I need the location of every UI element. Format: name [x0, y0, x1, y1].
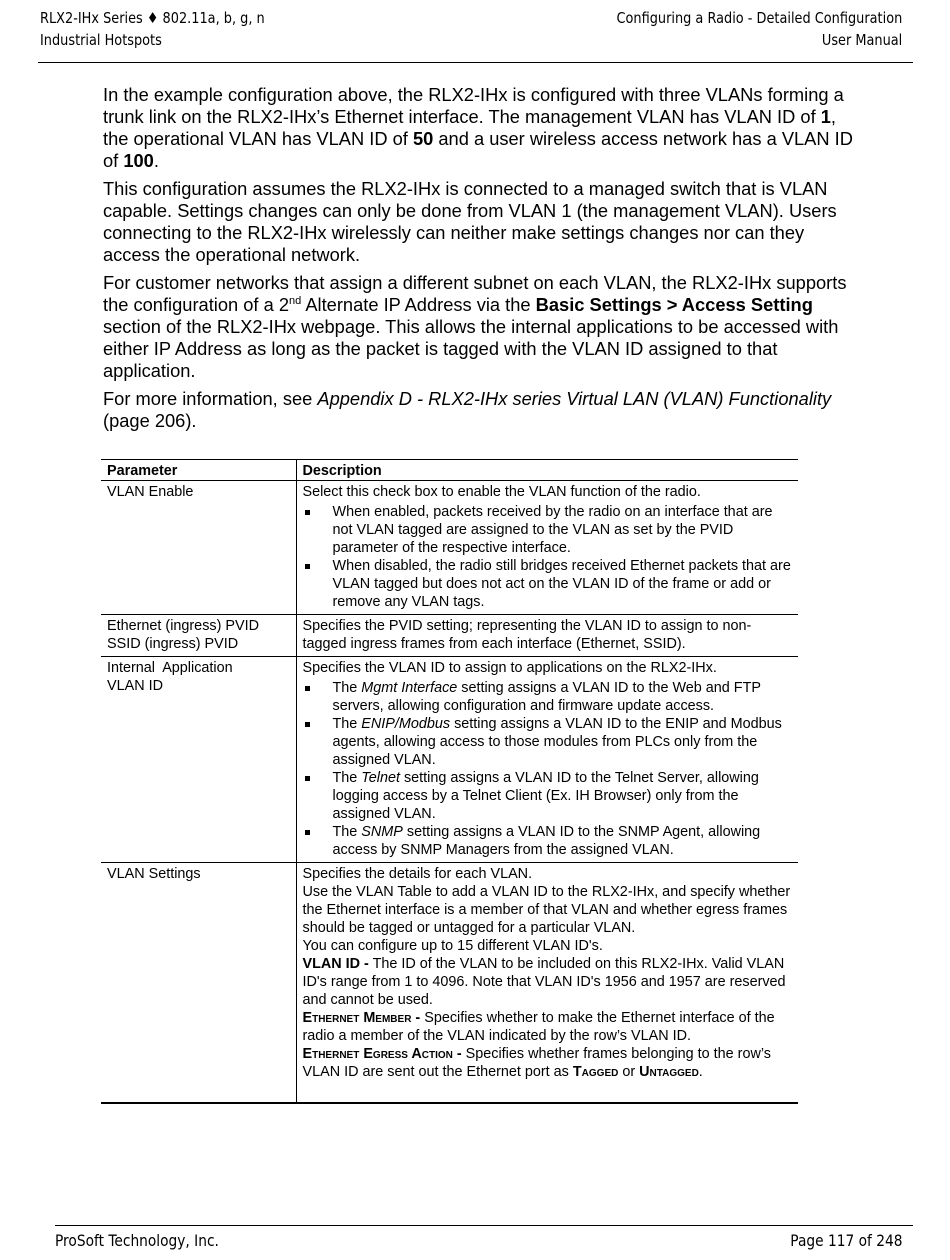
vlan-id-definition: VLAN ID - The ID of the VLAN to be included on this RLX2-IHx. Valid VLAN ID's range from 1 to 4096. Note that VLAN ID's 1956 and 1957 are reserved and cannot be used. — [302, 956, 786, 1008]
appendix-reference: Appendix D - RLX2-IHx series Virtual LAN (VLAN) Functionality — [317, 388, 832, 409]
header-product-line: RLX2-IHx Series ♦ 802.11a, b, g, n — [40, 9, 265, 27]
column-header-description: Description — [296, 460, 798, 481]
header-document-title: User Manual — [821, 31, 902, 49]
list-item: When disabled, the radio still bridges received Ethernet packets that are VLAN tagged but does not act on the VLAN ID of the frame or add or remove any VLAN tags. — [303, 557, 794, 611]
desc-vlan-enable: Select this check box to enable the VLAN function of the radio. When enabled, packets received by the radio on an interface that are not VLAN tagged are assigned to the VLAN as set by the PVID parameter of the respective interface. When disabled, the radio still bridges received Ethernet packets that are VLAN tagged but does not act on the VLAN ID of the frame or add or remove any VLAN tags. — [296, 481, 798, 615]
table-row — [101, 657, 798, 863]
header-chapter-title: Configuring a Radio - Detailed Configuration — [616, 9, 902, 27]
desc-vlan-settings: Specifies the details for each VLAN. Use the VLAN Table to add a VLAN ID to the RLX2-IHx, and specify whether the Ethernet interface is a member of that VLAN and whether egress frames should be tagged or untagged for a particular VLAN. You can configure up to 15 different VLAN ID's. VLAN ID - The ID of the VLAN to be included on this RLX2-IHx. Valid VLAN ID's range from 1 to 4096. Note that VLAN ID's 1956 and 1957 are reserved and cannot be used. Ethernet Member - Specifies whether to make the Ethernet interface of the radio a member of the VLAN indicated by the row’s VLAN ID. Ethernet Egress Action - Specifies whether frames belonging to the row’s VLAN ID are sent out the Ethernet port as Tagged or Untagged. — [296, 863, 798, 1104]
footer-divider — [55, 1225, 913, 1226]
bullet-list — [303, 679, 794, 859]
list-item: The Mgmt Interface setting assigns a VLAN ID to the Web and FTP servers, allowing configuration and firmware update access. — [303, 679, 794, 715]
paragraph-more-information: For more information, see Appendix D - RLX2-IHx series Virtual LAN (VLAN) Functionality (page 206). — [103, 388, 832, 431]
paragraph-configuration-assumption: This configuration assumes the RLX2-IHx is connected to a managed switch that is VLAN capable. Settings changes can only be done from VLAN 1 (the management VLAN). Users connecting to the RLX2-IHx wirelessly can neither make settings changes nor can they access the operational network. — [103, 178, 837, 265]
paragraph-vlan-example: In the example configuration above, the RLX2-IHx is configured with three VLANs forming a trunk link on the RLX2-IHx’s Ethernet interface. The management VLAN has VLAN ID of 1, the operational VLAN has VLAN ID of 50 and a user wireless access network has a VLAN ID of 100. — [103, 84, 853, 171]
ethernet-egress-action-definition: Ethernet Egress Action - Specifies whether frames belonging to the row’s VLAN ID are sent out the Ethernet port as Tagged or Untagged. — [302, 1046, 771, 1080]
ethernet-member-definition: Ethernet Member - Specifies whether to make the Ethernet interface of the radio a member of the VLAN indicated by the row’s VLAN ID. — [302, 1010, 775, 1044]
parameter-table — [101, 459, 798, 1104]
list-item: When enabled, packets received by the radio on an interface that are not VLAN tagged are assigned to the VLAN as set by the PVID parameter of the respective interface. — [303, 503, 794, 557]
table-row — [101, 863, 798, 1104]
table-row — [101, 615, 798, 657]
param-vlan-enable: VLAN Enable — [107, 484, 194, 500]
table-row — [101, 481, 798, 615]
bullet-list — [303, 503, 794, 611]
header-divider — [38, 62, 913, 63]
table-header-row — [101, 460, 798, 481]
body-text — [103, 84, 863, 438]
footer-company: ProSoft Technology, Inc. — [55, 1231, 219, 1250]
list-item: The Telnet setting assigns a VLAN ID to the Telnet Server, allowing logging access by a Telnet Client (Ex. IH Browser) only from the assigned VLAN. — [303, 769, 794, 823]
list-item: The SNMP setting assigns a VLAN ID to the SNMP Agent, allowing access by SNMP Managers from the assigned VLAN. — [303, 823, 794, 859]
desc-pvid: Specifies the PVID setting; representing the VLAN ID to assign to non-tagged ingress frames from each interface (Ethernet, SSID). — [296, 615, 798, 657]
header-product-subtitle: Industrial Hotspots — [40, 31, 162, 49]
page-header-left — [40, 7, 265, 51]
column-header-parameter: Parameter — [107, 463, 178, 479]
param-vlan-settings: VLAN Settings — [107, 866, 201, 882]
footer-page-number: Page 117 of 248 — [789, 1231, 902, 1250]
list-item: The ENIP/Modbus setting assigns a VLAN ID to the ENIP and Modbus agents, allowing access to those modules from PLCs only from the assigned VLAN. — [303, 715, 794, 769]
desc-internal-application-vlan-id: Specifies the VLAN ID to assign to applications on the RLX2-IHx. The Mgmt Interface setting assigns a VLAN ID to the Web and FTP servers, allowing configuration and firmware update access. The ENIP/Modbus setting assigns a VLAN ID to the ENIP and Modbus agents, allowing access to those modules from PLCs only from the assigned VLAN. The Telnet setting assigns a VLAN ID to the Telnet Server, allowing logging access by a Telnet Client (Ex. IH Browser) only from the assigned VLAN. The SNMP setting assigns a VLAN ID to the SNMP Agent, allowing access by SNMP Managers from the assigned VLAN. — [296, 657, 798, 863]
param-pvid: Ethernet (ingress) PVID SSID (ingress) PVID — [107, 618, 259, 652]
param-internal-application-vlan-id: Internal Application VLAN ID — [107, 660, 233, 694]
page-header-right — [616, 7, 902, 51]
paragraph-alternate-ip: For customer networks that assign a different subnet on each VLAN, the RLX2-IHx supports the configuration of a 2nd Alternate IP Address via the Basic Settings > Access Setting section of the RLX2-IHx webpage. This allows the internal applications to be accessed with either IP Address as long as the packet is tagged with the VLAN ID assigned to that application. — [103, 272, 847, 381]
